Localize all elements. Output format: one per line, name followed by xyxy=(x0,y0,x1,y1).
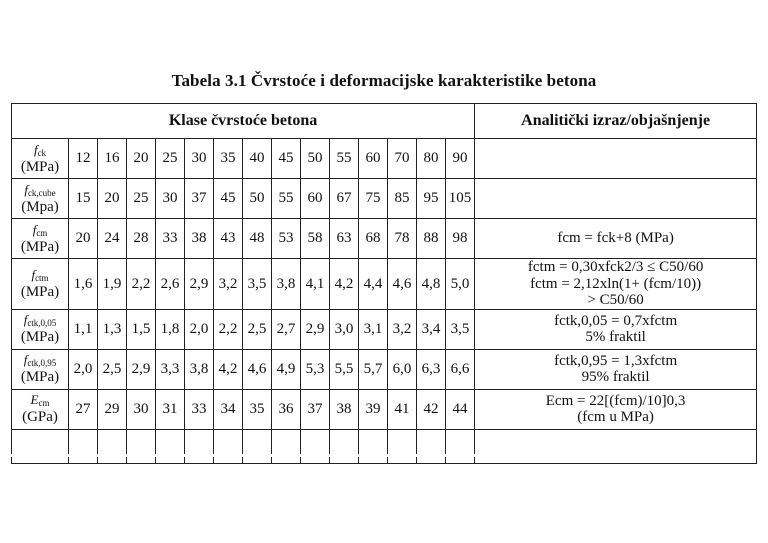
value-cell: 85 xyxy=(388,179,417,219)
value-cell: 38 xyxy=(330,389,359,429)
value-cell: 58 xyxy=(301,219,330,259)
value-cell: 25 xyxy=(127,179,156,219)
expression-line: (fcm u MPa) xyxy=(577,409,654,425)
row-label xyxy=(12,139,69,179)
value-cell xyxy=(417,429,446,463)
value-cell: 4,1 xyxy=(301,259,330,310)
value-cell: 4,8 xyxy=(417,259,446,310)
row-label xyxy=(12,349,69,389)
value-cell: 41 xyxy=(388,389,417,429)
expression-line: fctm = 2,12xln(1+ (fcm/10)) xyxy=(530,275,702,292)
value-cell xyxy=(185,429,214,463)
row-label xyxy=(12,179,69,219)
value-cell: 42 xyxy=(417,389,446,429)
value-cell xyxy=(301,429,330,463)
value-cell: 2,0 xyxy=(185,309,214,349)
value-cell: 105 xyxy=(446,179,475,219)
value-cell: 29 xyxy=(98,389,127,429)
value-cell: 20 xyxy=(69,219,98,259)
value-cell: 3,2 xyxy=(214,259,243,310)
value-cell: 53 xyxy=(272,219,301,259)
value-cell: 28 xyxy=(127,219,156,259)
value-cell: 35 xyxy=(214,139,243,179)
value-cell: 33 xyxy=(156,219,185,259)
value-cell: 6,6 xyxy=(446,349,475,389)
table-row xyxy=(12,309,757,349)
value-cell: 1,5 xyxy=(127,309,156,349)
value-cell: 5,0 xyxy=(446,259,475,310)
value-cell: 55 xyxy=(272,179,301,219)
row-symbol: f xyxy=(24,181,28,197)
value-cell: 63 xyxy=(330,219,359,259)
row-unit: (Mpa) xyxy=(21,198,59,215)
row-symbol: f xyxy=(32,221,37,237)
value-cell xyxy=(388,429,417,463)
expression-line: fctm = 0,30xfck2/3 ≤ C50/60 xyxy=(527,259,704,275)
table-row xyxy=(12,219,757,259)
value-cell: 80 xyxy=(417,139,446,179)
value-cell: 88 xyxy=(417,219,446,259)
value-cell: 6,0 xyxy=(388,349,417,389)
value-cell xyxy=(127,429,156,463)
value-cell: 39 xyxy=(359,389,388,429)
value-cell xyxy=(243,429,272,463)
value-cell: 68 xyxy=(359,219,388,259)
value-cell: 1,3 xyxy=(98,309,127,349)
value-cell: 4,2 xyxy=(330,259,359,310)
row-label xyxy=(12,389,69,429)
row-unit: (MPa) xyxy=(20,369,60,386)
row-unit: (GPa) xyxy=(22,409,58,426)
table-row xyxy=(12,349,757,389)
expression-line: > C50/60 xyxy=(587,292,644,308)
value-cell: 2,6 xyxy=(156,259,185,310)
value-cell: 3,5 xyxy=(243,259,272,310)
expression-line: Ecm = 22[(fcm)/10]0,3 xyxy=(545,392,686,409)
value-cell: 2,5 xyxy=(98,349,127,389)
value-cell: 70 xyxy=(388,139,417,179)
row-label xyxy=(12,309,69,349)
value-cell: 55 xyxy=(330,139,359,179)
page-cut-edge xyxy=(11,454,756,457)
row-unit: (MPa) xyxy=(20,283,60,300)
value-cell: 60 xyxy=(359,139,388,179)
value-cell: 3,0 xyxy=(330,309,359,349)
row-symbol: f xyxy=(23,352,28,368)
value-cell: 30 xyxy=(127,389,156,429)
table-row xyxy=(12,259,757,310)
table-row xyxy=(12,429,757,463)
expression-line: 95% fraktil xyxy=(581,369,650,385)
value-cell: 3,8 xyxy=(272,259,301,310)
value-cell: 5,5 xyxy=(330,349,359,389)
expression-cell xyxy=(475,259,757,310)
table-title: Tabela 3.1 Čvrstoće i deformacijske karakteristike betona xyxy=(171,71,597,90)
row-label xyxy=(12,429,69,463)
value-cell: 2,2 xyxy=(127,259,156,310)
value-cell: 1,6 xyxy=(69,259,98,310)
value-cell: 2,2 xyxy=(214,309,243,349)
header-row xyxy=(12,104,757,139)
value-cell: 20 xyxy=(127,139,156,179)
value-cell: 1,1 xyxy=(69,309,98,349)
value-cell: 2,9 xyxy=(185,259,214,310)
row-symbol-subscript: ctm xyxy=(35,273,49,284)
row-symbol: f xyxy=(33,141,38,157)
expression-cell xyxy=(475,389,757,429)
row-symbol-subscript: ctk,0,95 xyxy=(27,358,57,369)
value-cell: 20 xyxy=(98,179,127,219)
row-symbol: f xyxy=(23,312,28,328)
expression-cell xyxy=(475,139,757,179)
value-cell: 4,6 xyxy=(243,349,272,389)
value-cell xyxy=(330,429,359,463)
row-unit: (MPa) xyxy=(20,238,60,255)
value-cell xyxy=(359,429,388,463)
value-cell: 4,9 xyxy=(272,349,301,389)
row-symbol-subscript: ck,cube xyxy=(27,187,56,198)
row-symbol-subscript: cm xyxy=(36,227,48,238)
value-cell: 27 xyxy=(69,389,98,429)
table-row xyxy=(12,389,757,429)
value-cell: 38 xyxy=(185,219,214,259)
value-cell: 33 xyxy=(185,389,214,429)
value-cell xyxy=(214,429,243,463)
row-symbol-subscript: ck xyxy=(37,147,47,158)
header-expression: Analitički izraz/objašnjenje xyxy=(475,104,757,139)
value-cell: 2,0 xyxy=(69,349,98,389)
expression-line: fctk,0,05 = 0,7xfctm xyxy=(554,312,678,329)
value-cell: 1,9 xyxy=(98,259,127,310)
value-cell: 40 xyxy=(243,139,272,179)
value-cell: 50 xyxy=(243,179,272,219)
value-cell: 3,4 xyxy=(417,309,446,349)
value-cell: 4,6 xyxy=(388,259,417,310)
expression-cell xyxy=(475,179,757,219)
value-cell: 3,8 xyxy=(185,349,214,389)
value-cell: 15 xyxy=(69,179,98,219)
value-cell: 60 xyxy=(301,179,330,219)
header-strength-classes: Klase čvrstoće betona xyxy=(12,104,475,139)
expression-line: fctk,0,95 = 1,3xfctm xyxy=(554,352,678,369)
table-row xyxy=(12,139,757,179)
expression-line: 5% fraktil xyxy=(585,329,646,345)
value-cell xyxy=(446,429,475,463)
value-cell: 12 xyxy=(69,139,98,179)
value-cell: 43 xyxy=(214,219,243,259)
value-cell: 45 xyxy=(214,179,243,219)
table-row xyxy=(12,179,757,219)
value-cell xyxy=(156,429,185,463)
value-cell: 3,5 xyxy=(446,309,475,349)
value-cell: 75 xyxy=(359,179,388,219)
value-cell: 34 xyxy=(214,389,243,429)
value-cell: 16 xyxy=(98,139,127,179)
value-cell: 30 xyxy=(156,179,185,219)
value-cell: 2,9 xyxy=(301,309,330,349)
expression-cell xyxy=(475,309,757,349)
expression-cell xyxy=(475,429,757,463)
value-cell: 36 xyxy=(272,389,301,429)
value-cell: 48 xyxy=(243,219,272,259)
value-cell: 1,8 xyxy=(156,309,185,349)
row-unit: (MPa) xyxy=(20,158,60,175)
value-cell: 90 xyxy=(446,139,475,179)
value-cell: 31 xyxy=(156,389,185,429)
value-cell: 5,7 xyxy=(359,349,388,389)
expression-cell xyxy=(475,349,757,389)
value-cell: 24 xyxy=(98,219,127,259)
expression-line: fcm = fck+8 (MPa) xyxy=(557,230,674,247)
value-cell: 78 xyxy=(388,219,417,259)
value-cell: 50 xyxy=(301,139,330,179)
row-symbol: E xyxy=(30,392,39,408)
value-cell: 25 xyxy=(156,139,185,179)
row-symbol-subscript: cm xyxy=(38,398,50,409)
value-cell: 2,5 xyxy=(243,309,272,349)
value-cell xyxy=(272,429,301,463)
value-cell xyxy=(69,429,98,463)
value-cell: 5,3 xyxy=(301,349,330,389)
value-cell: 45 xyxy=(272,139,301,179)
expression-cell xyxy=(475,219,757,259)
row-unit: (MPa) xyxy=(20,329,60,346)
value-cell: 37 xyxy=(185,179,214,219)
concrete-strength-table xyxy=(11,103,757,464)
value-cell: 4,2 xyxy=(214,349,243,389)
value-cell: 67 xyxy=(330,179,359,219)
row-symbol-subscript: ctk,0,05 xyxy=(27,318,57,329)
value-cell: 2,9 xyxy=(127,349,156,389)
value-cell: 30 xyxy=(185,139,214,179)
row-symbol: f xyxy=(31,267,36,283)
value-cell: 3,1 xyxy=(359,309,388,349)
row-label xyxy=(12,259,69,310)
value-cell: 3,3 xyxy=(156,349,185,389)
value-cell: 95 xyxy=(417,179,446,219)
value-cell: 6,3 xyxy=(417,349,446,389)
value-cell: 98 xyxy=(446,219,475,259)
value-cell: 44 xyxy=(446,389,475,429)
value-cell: 35 xyxy=(243,389,272,429)
value-cell: 3,2 xyxy=(388,309,417,349)
value-cell: 2,7 xyxy=(272,309,301,349)
row-label xyxy=(12,219,69,259)
value-cell: 4,4 xyxy=(359,259,388,310)
value-cell: 37 xyxy=(301,389,330,429)
value-cell xyxy=(98,429,127,463)
